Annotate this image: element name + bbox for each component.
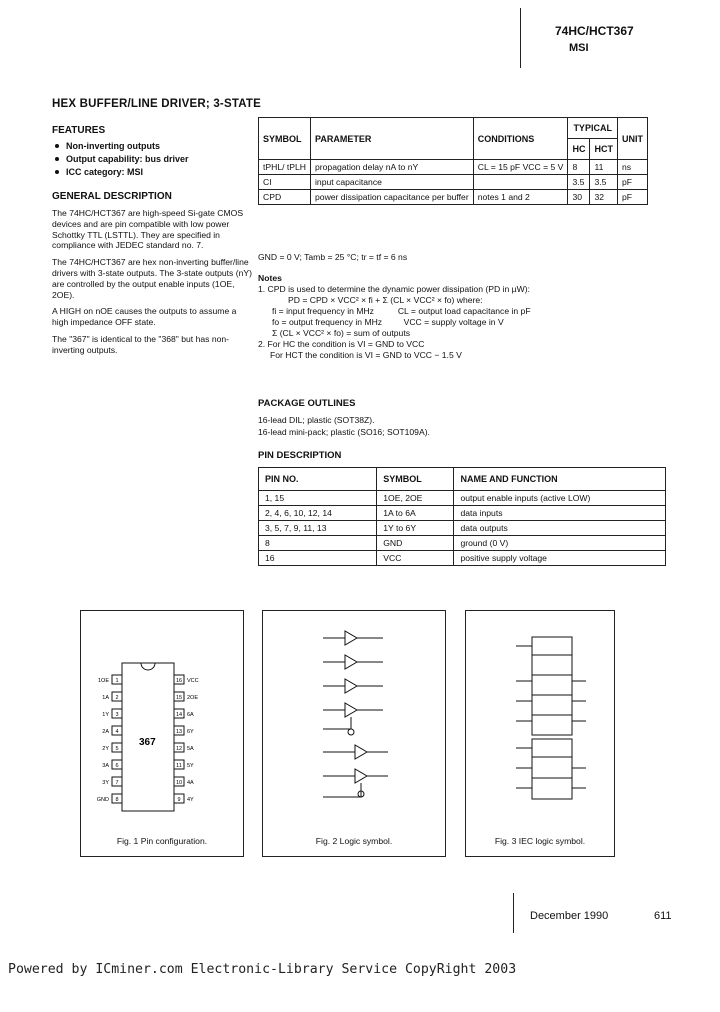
col-parameter: PARAMETER <box>311 118 474 160</box>
pin-label: 2OE <box>187 695 199 701</box>
features-section <box>52 125 252 179</box>
fig2-caption: Fig. 2 Logic symbol. <box>315 836 393 846</box>
features-heading: FEATURES <box>52 125 106 136</box>
note-line: fo = output frequency in MHz VCC = supply voltage in V <box>272 317 504 327</box>
pin-label: 2Y <box>102 746 109 752</box>
general-description <box>52 191 252 356</box>
note-line: PD = CPD × VCC² × fi + Σ (CL × VCC² × fo) where: <box>288 295 483 305</box>
pin-label: VCC <box>187 678 199 684</box>
pin-label: 5A <box>187 746 194 752</box>
pin-section <box>258 450 666 566</box>
feature-item: Output capability: bus driver <box>52 153 252 166</box>
table-row <box>259 521 666 536</box>
cell: pF <box>617 190 647 205</box>
note-line: 2. For HC the condition is VI = GND to VCC <box>258 339 425 349</box>
pin-label: 1OE <box>97 678 109 684</box>
cell: 16 <box>259 551 377 566</box>
powered-by-banner: Powered by ICminer.com Electronic-Library Service CopyRight 2003 <box>8 962 517 977</box>
cell: data inputs <box>454 506 666 521</box>
table-row <box>259 536 666 551</box>
figure-pin-configuration <box>80 610 244 857</box>
pin-label: 2A <box>102 729 109 735</box>
chip-label: 367 <box>139 737 156 748</box>
table-row <box>259 551 666 566</box>
cell: 1A to 6A <box>377 506 454 521</box>
iec-diagram <box>466 611 614 821</box>
general-heading: GENERAL DESCRIPTION <box>52 191 172 202</box>
package-section <box>258 398 658 438</box>
cell: 1Y to 6Y <box>377 521 454 536</box>
pin-label: 6Y <box>187 729 194 735</box>
cell: notes 1 and 2 <box>473 190 568 205</box>
general-paragraph: The 74HC/HCT367 are hex non-inverting buffer/line drivers with 3-state outputs. The 3-state outputs (nY) are controlled by the output enable inputs (1OE, 2OE). <box>52 257 252 300</box>
cell: 3, 5, 7, 9, 11, 13 <box>259 521 377 536</box>
page-number: 611 <box>654 910 672 922</box>
table-row <box>259 506 666 521</box>
msi-label: MSI <box>569 42 589 54</box>
fig3-caption: Fig. 3 IEC logic symbol. <box>494 836 586 846</box>
pin-number: 4 <box>115 729 119 735</box>
cell: VCC <box>377 551 454 566</box>
cell: 1OE, 2OE <box>377 491 454 506</box>
cell <box>473 175 568 190</box>
table-row <box>259 190 648 205</box>
cell: GND <box>377 536 454 551</box>
cell: CL = 15 pF VCC = 5 V <box>473 160 568 175</box>
note-line: Σ (CL × VCC² × fo) = sum of outputs <box>272 328 411 338</box>
cell: data outputs <box>454 521 666 536</box>
note-line: For HCT the condition is VI = GND to VCC − 1.5 V <box>270 350 462 360</box>
pin-number: 13 <box>175 729 183 735</box>
pin-number: 5 <box>115 746 119 752</box>
cell: pF <box>617 175 647 190</box>
cell: propagation delay nA to nY <box>311 160 474 175</box>
cell: 8 <box>259 536 377 551</box>
note-line: 1. CPD is used to determine the dynamic power dissipation (PD in µW): <box>258 284 530 294</box>
col-unit: UNIT <box>617 118 647 160</box>
package-heading: PACKAGE OUTLINES <box>258 398 356 409</box>
pin-label: 5Y <box>187 763 194 769</box>
spec-table <box>258 117 648 205</box>
cell: CI <box>259 175 311 190</box>
note-line: fi = input frequency in MHz CL = output load capacitance in pF <box>272 306 531 316</box>
notes-heading: Notes <box>258 273 282 283</box>
cell: 30 <box>568 190 590 205</box>
pin-table <box>258 467 666 566</box>
pin-label: 6A <box>187 712 194 718</box>
general-paragraph: The 74HC/HCT367 are high-speed Si-gate CMOS devices and are pin compatible with low power Schottky TTL (LSTTL). They are specified in compliance with JEDEC standard no. 7. <box>52 208 244 251</box>
cell: 11 <box>590 160 618 175</box>
table-row <box>259 491 666 506</box>
pin-label: 4A <box>187 780 194 786</box>
cell: ns <box>617 160 647 175</box>
pin-number: 3 <box>115 712 119 718</box>
part-number: 74HC/HCT367 <box>555 24 634 38</box>
notes-section <box>258 252 658 361</box>
pin-label: GND <box>96 797 109 803</box>
pin-number: 12 <box>175 746 183 752</box>
table-row <box>259 175 648 190</box>
figure-logic-symbol <box>262 610 446 857</box>
pin-number: 14 <box>175 712 183 718</box>
col-pin-function: NAME AND FUNCTION <box>454 468 666 491</box>
pin-number: 9 <box>177 797 181 803</box>
feature-item: Non-inverting outputs <box>52 140 252 153</box>
general-paragraph: The "367" is identical to the "368" but has non-inverting outputs. <box>52 333 230 355</box>
package-line: 16-lead DIL; plastic (SOT38Z). <box>258 415 375 425</box>
cell: 8 <box>568 160 590 175</box>
pin-number: 2 <box>115 695 119 701</box>
pin-label: 1A <box>102 695 109 701</box>
col-typical: TYPICAL <box>568 118 618 139</box>
col-symbol: SYMBOL <box>259 118 311 160</box>
footer-date: December 1990 <box>530 910 609 922</box>
cell: tPHL/ tPLH <box>259 160 311 175</box>
pin-label: 3Y <box>102 780 109 786</box>
pin-number: 15 <box>175 695 183 701</box>
cell: 3.5 <box>568 175 590 190</box>
pin-label: 4Y <box>187 797 194 803</box>
cell: ground (0 V) <box>454 536 666 551</box>
col-hct: HCT <box>590 139 618 160</box>
conditions-line: GND = 0 V; Tamb = 25 °C; tr = tf = 6 ns <box>258 252 408 262</box>
pin-heading: PIN DESCRIPTION <box>258 450 342 461</box>
figure-iec-symbol <box>465 610 615 857</box>
cell: power dissipation capacitance per buffer <box>311 190 474 205</box>
header-rule <box>520 8 521 68</box>
pin-number: 8 <box>115 797 119 803</box>
pin-label: 3A <box>102 763 109 769</box>
pin-label: 1Y <box>102 712 109 718</box>
col-hc: HC <box>568 139 590 160</box>
table-row <box>259 160 648 175</box>
cell: 2, 4, 6, 10, 12, 14 <box>259 506 377 521</box>
cell: input capacitance <box>311 175 474 190</box>
page-title: HEX BUFFER/LINE DRIVER; 3-STATE <box>52 98 261 110</box>
feature-item: ICC category: MSI <box>52 166 252 179</box>
pin-number: 7 <box>115 780 119 786</box>
col-conditions: CONDITIONS <box>473 118 568 160</box>
col-pin-no: PIN NO. <box>259 468 377 491</box>
cell: output enable inputs (active LOW) <box>454 491 666 506</box>
cell: 32 <box>590 190 618 205</box>
col-pin-symbol: SYMBOL <box>377 468 454 491</box>
fig1-caption: Fig. 1 Pin configuration. <box>116 836 208 846</box>
pin-number: 10 <box>175 780 183 786</box>
footer-rule <box>513 893 514 933</box>
logic-diagram <box>263 611 445 821</box>
general-paragraph: A HIGH on nOE causes the outputs to assume a high impedance OFF state. <box>52 306 237 328</box>
cell: 1, 15 <box>259 491 377 506</box>
pin-number: 1 <box>115 678 119 684</box>
cell: 3.5 <box>590 175 618 190</box>
package-line: 16-lead mini-pack; plastic (SO16; SOT109A). <box>258 427 430 437</box>
pin-number: 16 <box>175 678 183 684</box>
cell: positive supply voltage <box>454 551 666 566</box>
pin-number: 6 <box>115 763 119 769</box>
pin-diagram <box>81 611 243 821</box>
pin-number: 11 <box>176 763 182 769</box>
cell: CPD <box>259 190 311 205</box>
